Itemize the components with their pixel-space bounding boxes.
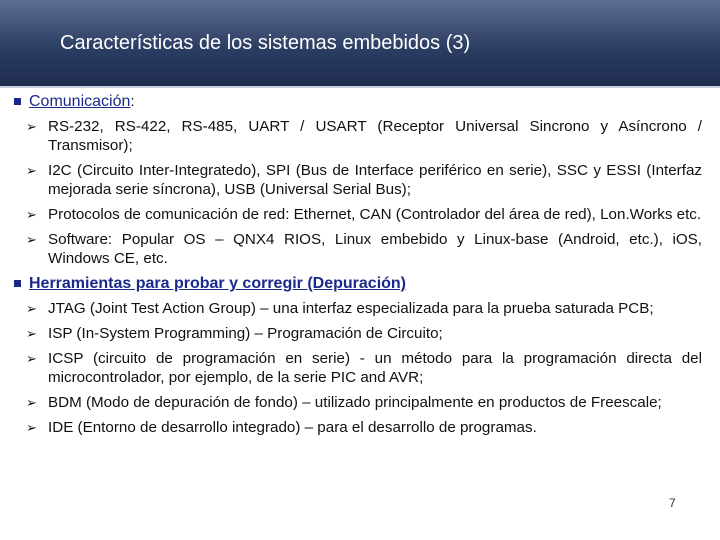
- list-item-text: ICSP (circuito de programación en serie) - un método para la programación directa del microcontrolador, por ejemplo, de la serie PIC and AVR;: [48, 350, 702, 386]
- list-item: [14, 349, 702, 387]
- arrow-bullet-icon: ➢: [26, 326, 37, 341]
- arrow-bullet-icon: ➢: [26, 163, 37, 178]
- arrow-bullet-icon: ➢: [26, 232, 37, 247]
- section-heading-suffix: :: [130, 93, 135, 110]
- arrow-bullet-icon: ➢: [26, 207, 37, 222]
- square-bullet-icon: [14, 98, 21, 105]
- list-item: [14, 117, 702, 155]
- list-item-text: BDM (Modo de depuración de fondo) – utilizado principalmente en productos de Freescale;: [48, 394, 662, 411]
- slide-content: [14, 90, 702, 437]
- list-item-text: JTAG (Joint Test Action Group) – una interfaz especializada para la prueba saturada PCB;: [48, 300, 654, 317]
- square-bullet-icon: [14, 280, 21, 287]
- list-item: [14, 299, 702, 318]
- arrow-bullet-icon: ➢: [26, 420, 37, 435]
- slide-title: Características de los sistemas embebidos (3): [60, 32, 471, 54]
- list-item: [14, 418, 702, 437]
- section-heading: Comunicación: [29, 93, 131, 110]
- list-item-text: IDE (Entorno de desarrollo integrado) – para el desarrollo de programas.: [48, 419, 537, 436]
- header-divider: [0, 86, 720, 88]
- list-item-text: RS-232, RS-422, RS-485, UART / USART (Receptor Universal Sincrono y Asíncrono / Transmisor);: [48, 118, 702, 154]
- list-item: [14, 324, 702, 343]
- section-comunicacion: [14, 92, 702, 111]
- list-item-text: I2C (Circuito Inter-Integratedo), SPI (Bus de Interface periférico en serie), SSC y ESSI (Interfaz mejorada serie síncrona), USB (Universal Serial Bus);: [48, 162, 702, 198]
- list-item: [14, 161, 702, 199]
- section-herramientas: [14, 274, 702, 293]
- section-heading: Herramientas para probar y corregir (Depuración): [29, 275, 407, 292]
- arrow-bullet-icon: ➢: [26, 119, 37, 134]
- list-item: [14, 230, 702, 268]
- list-item-text: Software: Popular OS – QNX4 RIOS, Linux embebido y Linux-base (Android, etc.), iOS, Windows CE, etc.: [48, 231, 702, 267]
- arrow-bullet-icon: ➢: [26, 351, 37, 366]
- list-item: [14, 393, 702, 412]
- arrow-bullet-icon: ➢: [26, 395, 37, 410]
- list-item-text: Protocolos de comunicación de red: Ethernet, CAN (Controlador del área de red), Lon.Works etc.: [48, 206, 702, 223]
- page-number: 7: [669, 496, 676, 510]
- arrow-bullet-icon: ➢: [26, 301, 37, 316]
- list-item: [14, 205, 702, 224]
- list-item-text: ISP (In-System Programming) – Programación de Circuito;: [48, 325, 443, 342]
